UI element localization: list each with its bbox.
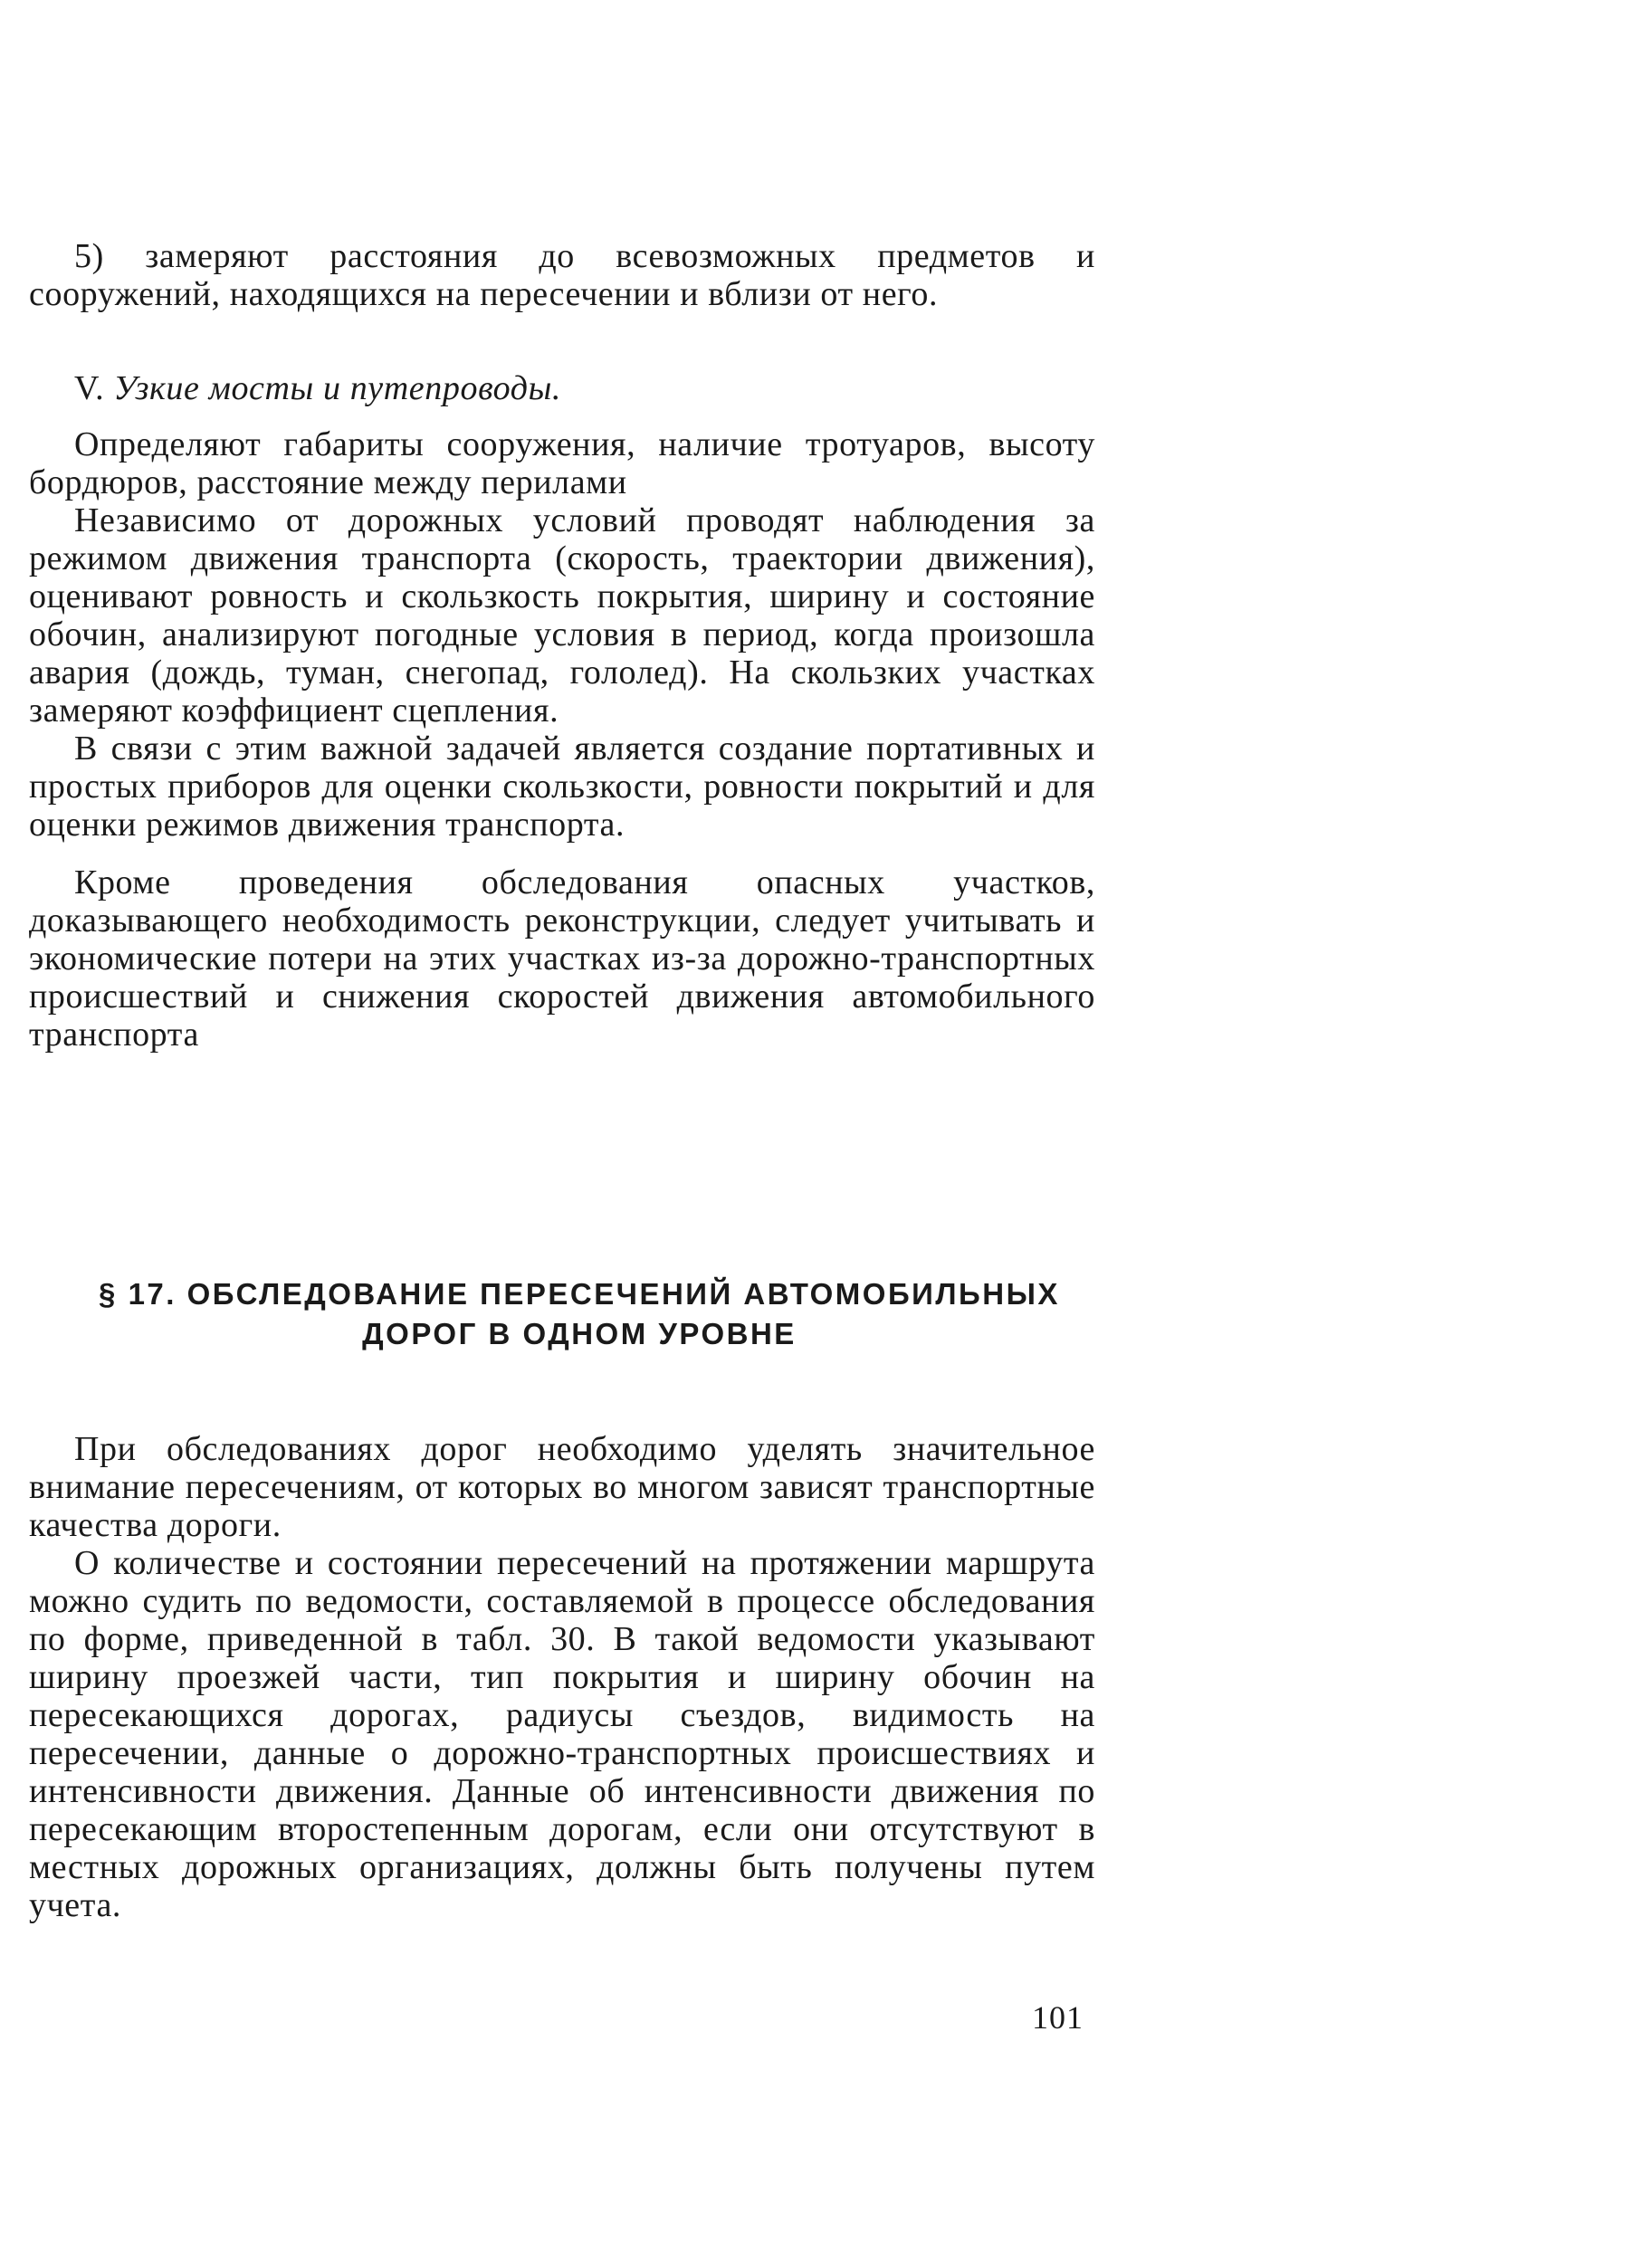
section-heading-line-1: § 17. ОБСЛЕДОВАНИЕ ПЕРЕСЕЧЕНИЙ АВТОМОБИЛЬНЫХ bbox=[99, 1277, 1060, 1311]
paragraph-economic-losses: Кроме проведения обследования опасных участков, доказывающего необходимость реконструкции, следует учитывать и экономические потери на этих участках из-за дорожно-транспортных происшествий и снижения скоростей движения автомобильного транспорта bbox=[29, 863, 1095, 1054]
paragraph-observations: Независимо от дорожных условий проводят наблюдения за режимом движения транспорта (скорость, траектории движения), оценивают ровность и скользкость покрытия, ширину и состояние обочин, анализируют погодные условия в период, когда произошла авария (дождь, туман, снегопад, гололед). На скользких участках замеряют коэффициент сцепления. bbox=[29, 501, 1095, 730]
text-block-middle bbox=[29, 425, 1095, 1054]
subheading-block bbox=[29, 369, 1095, 407]
section-heading bbox=[54, 1274, 1104, 1354]
text-block-top bbox=[29, 237, 1095, 313]
section-heading-line-2: ДОРОГ В ОДНОМ УРОВНЕ bbox=[362, 1317, 797, 1350]
text-block-bottom bbox=[29, 1430, 1095, 1924]
paragraph-devices: В связи с этим важной задачей является создание портативных и простых приборов для оценки скользкости, ровности покрытий и для оценки режимов движения транспорта. bbox=[29, 730, 1095, 844]
subheading-title: Узкие мосты и путепроводы. bbox=[113, 369, 562, 407]
paragraph-intersections-register: О количестве и состоянии пересечений на протяжении маршрута можно судить по ведомости, составляемой в процессе обследования по форме, приведенной в табл. 30. В такой ведомости указывают ширину проезжей части, тип покрытия и ширину обочин на пересекающихся дорогах, радиусы съездов, видимость на пересечении, данные о дорожно-транспортных происшествиях и интенсивности движения. Данные об интенсивности движения по пересекающим второстепенным дорогам, если они отсутствуют в местных дорожных организациях, должны быть получены путем учета. bbox=[29, 1544, 1095, 1924]
page-number: 101 bbox=[1032, 1999, 1084, 2036]
subheading-narrow-bridges bbox=[29, 369, 1095, 407]
paragraph-dimensions: Определяют габариты сооружения, наличие тротуаров, высоту бордюров, расстояние между перилами bbox=[29, 425, 1095, 501]
paragraph-intersections-intro: При обследованиях дорог необходимо уделять значительное внимание пересечениям, от которых во многом зависят транспортные качества дороги. bbox=[29, 1430, 1095, 1544]
subheading-number: V. bbox=[74, 369, 105, 407]
paragraph-list-item-5: 5) замеряют расстояния до всевозможных предметов и сооружений, находящихся на пересечении и вблизи от него. bbox=[29, 237, 1095, 313]
